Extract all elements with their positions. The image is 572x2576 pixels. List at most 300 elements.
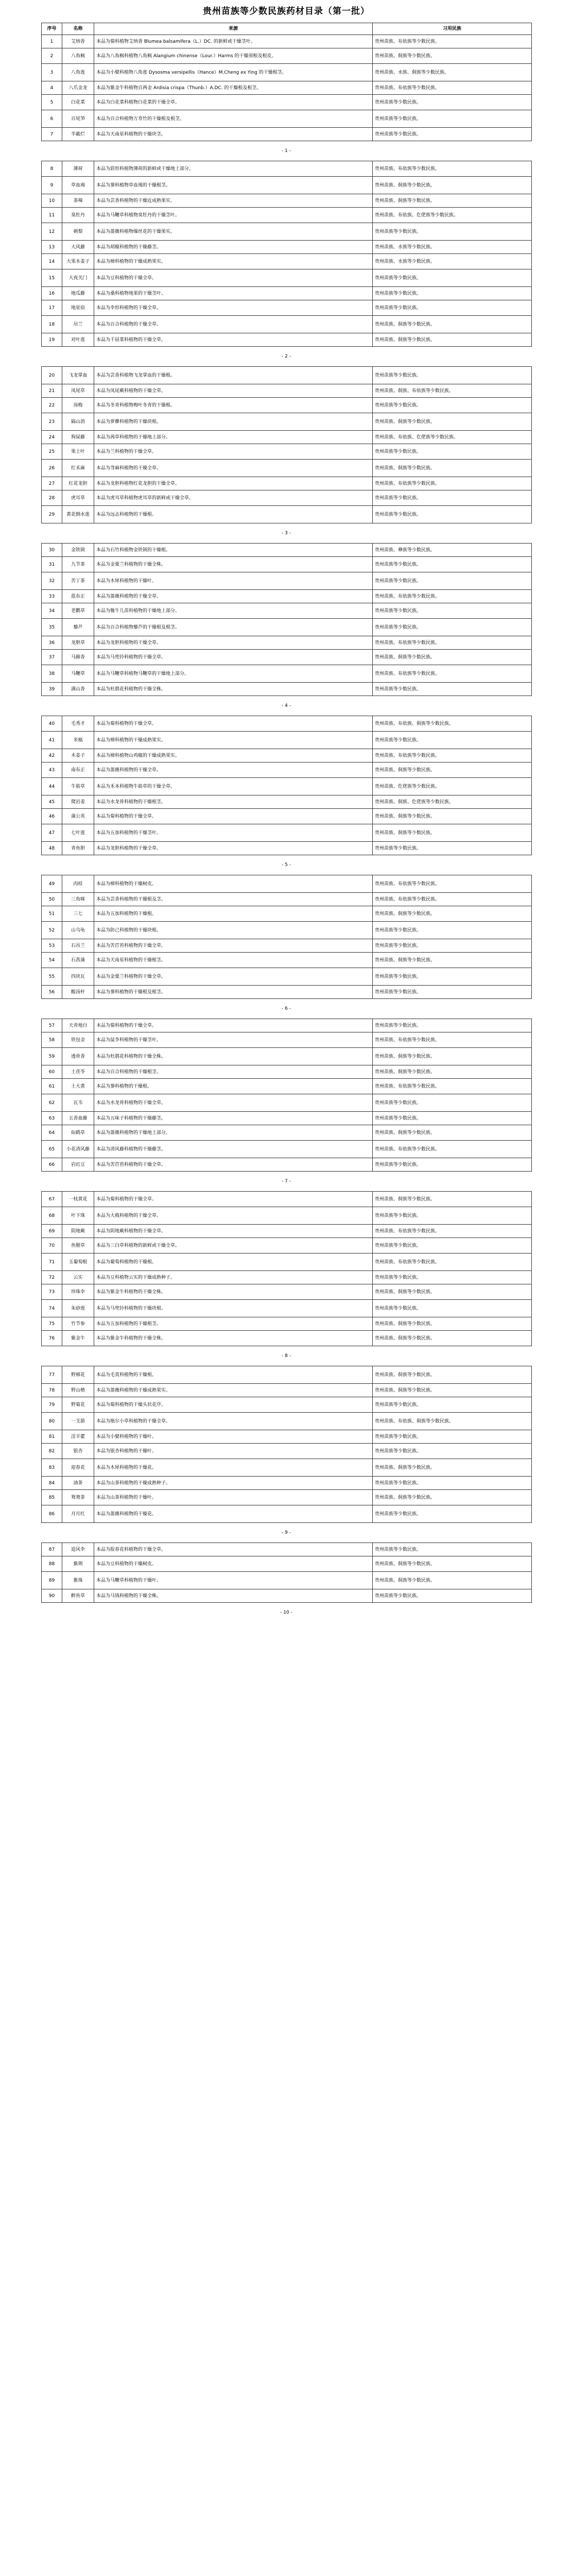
table-row — [42, 572, 532, 590]
table-row — [42, 35, 532, 48]
table-row — [42, 300, 532, 316]
cell-std: 贵州苗族、布依族等少数民族。 — [373, 875, 532, 893]
cell-num: 85 — [42, 1490, 62, 1505]
cell-std: 贵州苗族等少数民族。 — [373, 300, 532, 316]
table-row — [42, 1207, 532, 1225]
cell-std: 贵州苗族等少数民族。 — [373, 922, 532, 939]
table-row — [42, 619, 532, 636]
cell-name: 四块瓦 — [62, 968, 94, 986]
table-row — [42, 413, 532, 431]
table-row — [42, 128, 532, 141]
cell-name: 野菊花 — [62, 1397, 94, 1413]
table-row — [42, 749, 532, 762]
cell-name: 隔山消 — [62, 413, 94, 431]
cell-name: 白花菜 — [62, 95, 94, 110]
cell-std: 贵州苗族、侗族等少数民族。 — [373, 1125, 532, 1141]
cell-std: 贵州苗族等少数民族。 — [373, 398, 532, 413]
cell-source: 本品为紫金牛科植物的干燥全株。 — [94, 1331, 373, 1346]
cell-source: 本品为防己科植物的干燥块根。 — [94, 922, 373, 939]
cell-num: 57 — [42, 1019, 62, 1032]
cell-source: 本品为马鞭草科植物的干燥叶。 — [94, 1572, 373, 1589]
table-row — [42, 842, 532, 855]
cell-num: 25 — [42, 444, 62, 460]
cell-std: 贵州苗族等少数民族。 — [373, 572, 532, 590]
cell-num: 56 — [42, 986, 62, 999]
cell-source: 本品为蔷薇科植物的干燥地上部分。 — [94, 1125, 373, 1141]
cell-std: 贵州苗族、布依族、仡佬族等少数民族。 — [373, 431, 532, 444]
cell-num: 59 — [42, 1048, 62, 1065]
cell-name: 百尾笋 — [62, 110, 94, 128]
table-row — [42, 398, 532, 413]
table-row — [42, 1384, 532, 1397]
cell-name: 三七 — [62, 906, 94, 922]
cell-std: 贵州苗族等少数民族。 — [373, 1300, 532, 1317]
cell-source: 本品为蓼科植物的干燥根。 — [94, 1079, 373, 1094]
cell-name: 爬岩姜 — [62, 795, 94, 809]
cell-source: 本品为牻牛儿苗科植物的干燥地上部分。 — [94, 603, 373, 619]
cell-num: 61 — [42, 1079, 62, 1094]
cell-std: 贵州苗族、侗族等少数民族。 — [373, 809, 532, 824]
table-row — [42, 177, 532, 194]
cell-source: 本品为菊科植物的干燥全草。 — [94, 809, 373, 824]
table-row — [42, 893, 532, 906]
cell-source: 本品为蔷薇科植物的干燥全草。 — [94, 590, 373, 603]
cell-source: 本品为龙胆科植物的干燥全草。 — [94, 842, 373, 855]
document-title: 贵州苗族等少数民族药材目录（第一批） — [203, 6, 370, 16]
cell-source: 本品为远志科植物的干燥根。 — [94, 506, 373, 523]
cell-num: 87 — [42, 1543, 62, 1556]
table-row — [42, 460, 532, 477]
cell-num: 51 — [42, 906, 62, 922]
cell-num: 67 — [42, 1192, 62, 1207]
cell-source: 本品为马钱科植物的干燥全株。 — [94, 1589, 373, 1603]
cell-num: 12 — [42, 223, 62, 241]
cell-name: 鸳鸯茶 — [62, 1490, 94, 1505]
cell-num: 2 — [42, 48, 62, 64]
table-row — [42, 906, 532, 922]
cell-std: 贵州苗族等少数民族。 — [373, 986, 532, 999]
cell-num: 82 — [42, 1444, 62, 1459]
cell-source: 本品为百合科植物的干燥根茎。 — [94, 1065, 373, 1079]
cell-name: 苦丁茶 — [62, 572, 94, 590]
cell-num: 71 — [42, 1253, 62, 1271]
cell-num: 32 — [42, 572, 62, 590]
cell-name: 银杏 — [62, 1444, 94, 1459]
cell-name: 八角枫 — [62, 48, 94, 64]
table-row — [42, 636, 532, 650]
cell-name: 臭牡丹 — [62, 208, 94, 223]
cell-num: 58 — [42, 1032, 62, 1048]
table-row — [42, 1048, 532, 1065]
cell-name: 叶下珠 — [62, 1207, 94, 1225]
page-number: - 9 - — [282, 1530, 291, 1535]
cell-source: 本品为天南星科植物的干燥块茎。 — [94, 128, 373, 141]
herb-table — [41, 1366, 532, 1523]
cell-std: 贵州苗族、仡佬族等少数民族。 — [373, 778, 532, 795]
table-row — [42, 968, 532, 986]
cell-source: 本品为苦苣苔科植物的干燥全草。 — [94, 939, 373, 953]
cell-name: 艾纳香 — [62, 35, 94, 48]
cell-name: 肉桂 — [62, 875, 94, 893]
cell-name: 地星宿 — [62, 300, 94, 316]
cell-num: 20 — [42, 367, 62, 384]
cell-name: 青鱼胆 — [62, 842, 94, 855]
cell-name: 吊兰 — [62, 316, 94, 333]
cell-source: 本品为龙胆科植物红花龙胆的干燥全草。 — [94, 477, 373, 490]
cell-std: 贵州苗族、侗族等少数民族。 — [373, 650, 532, 665]
table-row — [42, 431, 532, 444]
table-row — [42, 333, 532, 347]
table-row — [42, 557, 532, 572]
table-row — [42, 316, 532, 333]
page-number: - 2 - — [282, 354, 291, 359]
cell-source: 本品为蔷薇科植物缫丝花的干燥果实。 — [94, 223, 373, 241]
cell-std: 贵州苗族、水族、侗族等少数民族。 — [373, 64, 532, 81]
cell-source: 本品为芸香科植物的干燥根及茎。 — [94, 893, 373, 906]
cell-name: 大夜关门 — [62, 269, 94, 287]
cell-std: 贵州苗族、布依族等少数民族。 — [373, 893, 532, 906]
cell-name: 朱砂莲 — [62, 1300, 94, 1317]
cell-name: 狗屎藤 — [62, 431, 94, 444]
table-row — [42, 603, 532, 619]
cell-source: 本品为五味子科植物的干燥藤茎。 — [94, 1112, 373, 1125]
cell-std: 贵州苗族、布依族等少数民族。 — [373, 1079, 532, 1094]
cell-source: 本品为大戟科植物的干燥全草。 — [94, 1207, 373, 1225]
cell-std: 贵州苗族、侗族等少数民族。 — [373, 906, 532, 922]
cell-std: 贵州苗族等少数民族。 — [373, 557, 532, 572]
cell-std: 贵州苗族等少数民族。 — [373, 968, 532, 986]
page-number: - 5 - — [282, 862, 291, 868]
cell-source: 本品为天南星科植物的干燥根茎。 — [94, 953, 373, 968]
cell-name: 五香血藤 — [62, 1112, 94, 1125]
header-std: 习用民族 — [373, 23, 532, 35]
table-row — [42, 1397, 532, 1413]
cell-name: 一枝黄花 — [62, 1192, 94, 1207]
cell-source: 本品为马兜铃科植物的干燥全草。 — [94, 650, 373, 665]
cell-source: 本品为樟科植物山鸡椒的干燥成熟果实。 — [94, 749, 373, 762]
cell-source: 本品为蓼科植物的干燥根及根茎。 — [94, 986, 373, 999]
cell-num: 43 — [42, 762, 62, 778]
table-row — [42, 1331, 532, 1346]
cell-num: 8 — [42, 161, 62, 177]
table-row — [42, 1317, 532, 1331]
table-row — [42, 809, 532, 824]
page-number: - 1 - — [282, 148, 291, 154]
page-number: - 8 - — [282, 1353, 291, 1359]
table-row — [42, 1238, 532, 1253]
cell-source: 本品为山茶科植物的干燥成熟种子。 — [94, 1477, 373, 1490]
table-row — [42, 650, 532, 665]
cell-num: 55 — [42, 968, 62, 986]
cell-std: 贵州苗族、侗族等少数民族。 — [373, 460, 532, 477]
cell-source: 本品为龙胆科植物的干燥全草。 — [94, 636, 373, 650]
table-row — [42, 1032, 532, 1048]
cell-source: 本品为鼠李科植物的干燥茎叶。 — [94, 1032, 373, 1048]
table-row — [42, 1505, 532, 1523]
table-row — [42, 367, 532, 384]
cell-std: 贵州苗族、侗族等少数民族。 — [373, 1284, 532, 1300]
table-row — [42, 922, 532, 939]
cell-num: 37 — [42, 650, 62, 665]
cell-source: 本品为百合科植物万寿竹的干燥根及根茎。 — [94, 110, 373, 128]
cell-source: 本品为樟科植物的干燥树皮。 — [94, 875, 373, 893]
cell-source: 本品为百合科植物的干燥全草。 — [94, 316, 373, 333]
table-row — [42, 1589, 532, 1603]
cell-source: 本品为桑科植物地果的干燥茎叶。 — [94, 287, 373, 300]
table-row — [42, 110, 532, 128]
cell-std: 贵州苗族、侗族等少数民族。 — [373, 824, 532, 842]
table-row — [42, 208, 532, 223]
page-number: - 10 - — [280, 1610, 292, 1615]
table-row — [42, 778, 532, 795]
cell-std: 贵州苗族等少数民族。 — [373, 367, 532, 384]
cell-source: 本品为阴地蕨科植物的干燥全草。 — [94, 1225, 373, 1238]
cell-name: 鱼腥草 — [62, 1238, 94, 1253]
cell-source: 本品为金粟兰科植物的干燥全株。 — [94, 557, 373, 572]
cell-num: 73 — [42, 1284, 62, 1300]
cell-source: 本品为五加科植物的干燥根茎。 — [94, 1317, 373, 1331]
cell-source: 本品为杜鹃花科植物的干燥全株。 — [94, 683, 373, 696]
cell-std: 贵州苗族、侗族等少数民族。 — [373, 1331, 532, 1346]
cell-num: 60 — [42, 1065, 62, 1079]
cell-name: 石吊兰 — [62, 939, 94, 953]
cell-source: 本品为唇形科植物薄荷的新鲜或干燥地上部分。 — [94, 161, 373, 177]
cell-std: 贵州苗族等少数民族。 — [373, 1397, 532, 1413]
cell-num: 75 — [42, 1317, 62, 1331]
cell-num: 11 — [42, 208, 62, 223]
cell-name: 小花清风藤 — [62, 1141, 94, 1158]
cell-num: 10 — [42, 194, 62, 208]
cell-std: 贵州苗族等少数民族。 — [373, 1207, 532, 1225]
cell-std: 贵州苗族、侗族等少数民族。 — [373, 1572, 532, 1589]
cell-num: 15 — [42, 269, 62, 287]
cell-std: 贵州苗族、侗族等少数民族。 — [373, 413, 532, 431]
cell-std: 贵州苗族、布依族等少数民族。 — [373, 749, 532, 762]
cell-source: 本品为茜草科植物的干燥地上部分。 — [94, 431, 373, 444]
cell-num: 48 — [42, 842, 62, 855]
cell-name: 紫珠 — [62, 1572, 94, 1589]
table-row — [42, 544, 532, 557]
table-row — [42, 1094, 532, 1112]
cell-name: 土茯苓 — [62, 1065, 94, 1079]
cell-std: 贵州苗族等少数民族。 — [373, 490, 532, 506]
table-row — [42, 1112, 532, 1125]
cell-num: 28 — [42, 490, 62, 506]
page-number: - 6 - — [282, 1006, 291, 1011]
cell-num: 70 — [42, 1238, 62, 1253]
cell-num: 72 — [42, 1271, 62, 1284]
cell-name: 淫羊藿 — [62, 1430, 94, 1444]
cell-std: 贵州苗族、侗族等少数民族。 — [373, 48, 532, 64]
cell-name: 蓝布正 — [62, 590, 94, 603]
cell-source: 本品为凤尾蕨科植物的干燥全草。 — [94, 384, 373, 398]
cell-std: 贵州苗族、水族等少数民族。 — [373, 241, 532, 254]
cell-source: 本品为禾本科植物牛筋草的干燥全草。 — [94, 778, 373, 795]
cell-num: 46 — [42, 809, 62, 824]
cell-name: 云实 — [62, 1271, 94, 1284]
cell-num: 21 — [42, 384, 62, 398]
cell-source: 本品为马兜铃科植物的干燥块根。 — [94, 1300, 373, 1317]
cell-source: 本品为小檗科植物的干燥叶。 — [94, 1430, 373, 1444]
cell-name: 八角莲 — [62, 64, 94, 81]
cell-std: 贵州苗族等少数民族。 — [373, 603, 532, 619]
table-row — [42, 64, 532, 81]
cell-num: 38 — [42, 665, 62, 683]
table-row — [42, 1572, 532, 1589]
cell-name: 野棉花 — [62, 1366, 94, 1384]
table-row — [42, 1459, 532, 1477]
cell-source: 本品为紫金牛科植物的干燥全株。 — [94, 1284, 373, 1300]
cell-source: 本品为山茶科植物的干燥叶。 — [94, 1490, 373, 1505]
cell-num: 3 — [42, 64, 62, 81]
cell-std: 贵州苗族、布依族等少数民族。 — [373, 1141, 532, 1158]
table-row — [42, 1158, 532, 1172]
cell-num: 84 — [42, 1477, 62, 1490]
header-source: 来源 — [94, 23, 373, 35]
cell-num: 76 — [42, 1331, 62, 1346]
herb-table — [41, 543, 532, 696]
cell-name: 油茶 — [62, 1477, 94, 1490]
cell-num: 45 — [42, 795, 62, 809]
cell-source: 本品为毛茛科植物的干燥根。 — [94, 1366, 373, 1384]
cell-name: 紫金牛 — [62, 1331, 94, 1346]
cell-name: 龙胆草 — [62, 636, 94, 650]
cell-num: 47 — [42, 824, 62, 842]
cell-num: 9 — [42, 177, 62, 194]
cell-num: 80 — [42, 1413, 62, 1430]
document-page — [41, 0, 531, 1622]
header-name: 名称 — [62, 23, 94, 35]
cell-num: 7 — [42, 128, 62, 141]
cell-name: 岩豇豆 — [62, 1158, 94, 1172]
herb-table — [41, 23, 532, 141]
cell-std: 贵州苗族等少数民族。 — [373, 287, 532, 300]
cell-std: 贵州苗族等少数民族。 — [373, 128, 532, 141]
cell-num: 31 — [42, 557, 62, 572]
cell-std: 贵州苗族、侗族等少数民族。 — [373, 333, 532, 347]
cell-source: 本品为蔷薇科植物的干燥全草。 — [94, 762, 373, 778]
table-row — [42, 1019, 532, 1032]
cell-std: 贵州苗族、侗族等少数民族。 — [373, 1556, 532, 1572]
table-row — [42, 1271, 532, 1284]
cell-name: 野山楂 — [62, 1384, 94, 1397]
cell-source: 本品为樟科植物的干燥成熟果实。 — [94, 732, 373, 749]
cell-num: 49 — [42, 875, 62, 893]
cell-std: 贵州苗族等少数民族。 — [373, 1158, 532, 1172]
herb-table — [41, 161, 532, 347]
cell-name: 毛秀才 — [62, 716, 94, 732]
cell-source: 本品为水龙骨科植物的干燥全草。 — [94, 1094, 373, 1112]
cell-std: 贵州苗族、布依族等少数民族。 — [373, 665, 532, 683]
cell-source: 本品为豆科植物云实的干燥成熟种子。 — [94, 1271, 373, 1284]
cell-source: 本品为杜鹃花科植物的干燥全株。 — [94, 1048, 373, 1065]
cell-num: 13 — [42, 241, 62, 254]
cell-num: 66 — [42, 1158, 62, 1172]
cell-source: 本品为樟科植物的干燥成熟果实。 — [94, 254, 373, 269]
cell-num: 62 — [42, 1094, 62, 1112]
cell-name: 地瓜藤 — [62, 287, 94, 300]
cell-source: 本品为冬青科植物梅叶冬青的干燥根。 — [94, 398, 373, 413]
cell-std: 贵州苗族等少数民族。 — [373, 1589, 532, 1603]
cell-name: 岗梅 — [62, 398, 94, 413]
table-row — [42, 194, 532, 208]
cell-num: 63 — [42, 1112, 62, 1125]
cell-name: 米槁 — [62, 732, 94, 749]
cell-num: 77 — [42, 1366, 62, 1384]
cell-source: 本品为木犀科植物的干燥花。 — [94, 1459, 373, 1477]
cell-std: 贵州苗族、彝族等少数民族。 — [373, 544, 532, 557]
cell-source: 本品为虎耳草科植物虎耳草的新鲜或干燥全草。 — [94, 490, 373, 506]
cell-name: 飞龙掌血 — [62, 367, 94, 384]
cell-std: 贵州苗族、侗族等少数民族。 — [373, 953, 532, 968]
page-number: - 7 - — [282, 1179, 291, 1184]
cell-name: 透骨香 — [62, 1048, 94, 1065]
cell-num: 40 — [42, 716, 62, 732]
cell-source: 本品为蓼科植物草血竭的干燥根茎。 — [94, 177, 373, 194]
cell-name: 木姜子 — [62, 749, 94, 762]
table-row — [42, 716, 532, 732]
cell-num: 88 — [42, 1556, 62, 1572]
herb-table — [41, 716, 532, 855]
cell-source: 本品为石竹科植物金铁锁的干燥根。 — [94, 544, 373, 557]
cell-source: 本品为芸香科植物飞龙掌血的干燥根。 — [94, 367, 373, 384]
cell-source: 本品为百合科植物藜芦的干燥根及根茎。 — [94, 619, 373, 636]
cell-num: 83 — [42, 1459, 62, 1477]
table-row — [42, 48, 532, 64]
table-row — [42, 1556, 532, 1572]
cell-std: 贵州苗族、侗族等少数民族。 — [373, 762, 532, 778]
cell-source: 本品为菊科植物的干燥全草。 — [94, 1019, 373, 1032]
cell-name: 藜芦 — [62, 619, 94, 636]
cell-name: 一支箭 — [62, 1413, 94, 1430]
cell-std: 贵州苗族等少数民族。 — [373, 1271, 532, 1284]
herb-table — [41, 366, 532, 523]
cell-std: 贵州苗族等少数民族。 — [373, 1238, 532, 1253]
cell-std: 贵州苗族等少数民族。 — [373, 683, 532, 696]
table-row — [42, 223, 532, 241]
cell-std: 贵州苗族等少数民族。 — [373, 732, 532, 749]
cell-name: 果上叶 — [62, 444, 94, 460]
cell-name: 南布正 — [62, 762, 94, 778]
cell-name: 天青地白 — [62, 1019, 94, 1032]
cell-std: 贵州苗族、布依族等少数民族。 — [373, 35, 532, 48]
cell-num: 27 — [42, 477, 62, 490]
table-row — [42, 444, 532, 460]
cell-num: 4 — [42, 81, 62, 95]
cell-source: 本品为水龙骨科植物的干燥根茎。 — [94, 795, 373, 809]
table-row — [42, 161, 532, 177]
table-row — [42, 683, 532, 696]
cell-name: 牛筋草 — [62, 778, 94, 795]
cell-std: 贵州苗族等少数民族。 — [373, 269, 532, 287]
cell-num: 1 — [42, 35, 62, 48]
cell-num: 6 — [42, 110, 62, 128]
cell-num: 17 — [42, 300, 62, 316]
cell-std: 贵州苗族等少数民族。 — [373, 95, 532, 110]
cell-num: 22 — [42, 398, 62, 413]
cell-num: 5 — [42, 95, 62, 110]
cell-source: 本品为马鞭草科植物臭牡丹的干燥茎叶。 — [94, 208, 373, 223]
cell-num: 68 — [42, 1207, 62, 1225]
cell-std: 贵州苗族等少数民族。 — [373, 1505, 532, 1523]
table-row — [42, 824, 532, 842]
cell-source: 本品为千屈菜科植物的干燥全草。 — [94, 333, 373, 347]
cell-num: 54 — [42, 953, 62, 968]
cell-name: 山乌龟 — [62, 922, 94, 939]
cell-source: 本品为芸香科植物的干燥近成熟果实。 — [94, 194, 373, 208]
table-row — [42, 795, 532, 809]
table-row — [42, 1141, 532, 1158]
